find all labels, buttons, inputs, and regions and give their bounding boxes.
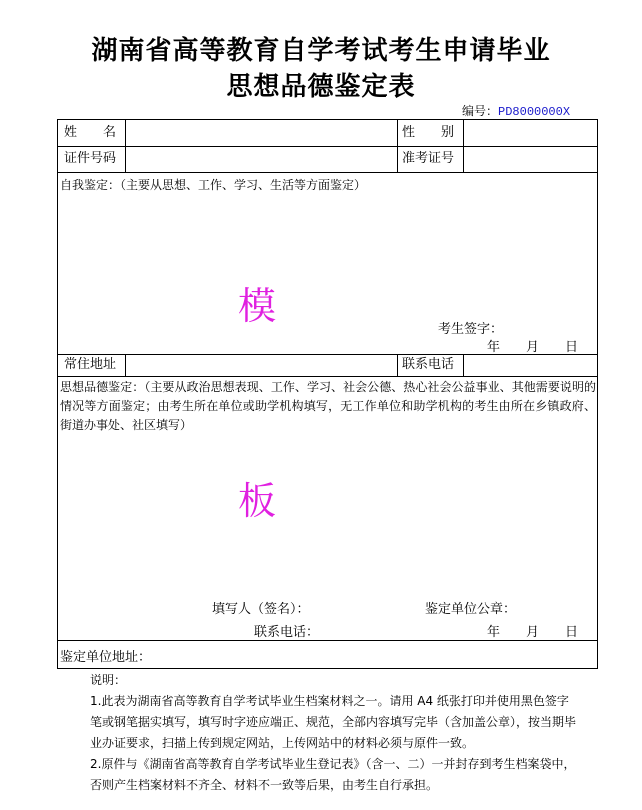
- note-item-2: 2.原件与《湖南省高等教育自学考试毕业生登记表》（含一、二）一并封存到考生档案袋中，否则产生档案材料不齐全、材料不一致等后果，由考生自行承担。: [90, 757, 576, 792]
- exam-number-label: 准考证号: [402, 151, 455, 166]
- unit-seal-label: 鉴定单位公章：: [425, 602, 517, 617]
- form-title-line1: 湖南省高等教育自学考试考生申请毕业: [91, 36, 551, 66]
- name-label: 姓 名: [64, 125, 117, 140]
- serial-value: PD8000000X: [498, 105, 571, 119]
- id-number-label: 证件号码: [64, 151, 117, 166]
- self-eval-date: 年 月 日: [487, 340, 579, 355]
- gender-label: 性 别: [402, 125, 455, 140]
- address-field[interactable]: [127, 356, 395, 375]
- exam-number-field[interactable]: [465, 148, 595, 171]
- phone-field[interactable]: [465, 356, 595, 375]
- moral-phone-label: 联系电话：: [254, 625, 320, 640]
- id-number-field[interactable]: [127, 148, 395, 171]
- phone-label: 联系电话: [402, 357, 455, 372]
- moral-eval-date: 年 月 日: [487, 625, 579, 640]
- serial-number: [462, 102, 570, 119]
- form-title-line2: 思想品德鉴定表: [226, 72, 416, 102]
- watermark-1: 模: [238, 284, 277, 328]
- filler-signature-label: 填写人（签名）：: [212, 602, 310, 617]
- watermark-2: 板: [238, 479, 277, 523]
- note-item-1: 1.此表为湖南省高等教育自学考试毕业生档案材料之一。请用 A4 纸张打印并使用黑色签字笔或钢笔据实填写，填写时字迹应端正、规范，全部内容填写完毕（含加盖公章），按当期毕业办证要求，扫描上传到规定网站，上传网站中的材料必须与原件一致。: [90, 694, 577, 750]
- self-signature-label: 考生签字：: [438, 322, 504, 337]
- notes-heading: 说明：: [90, 673, 127, 687]
- unit-address-label: 鉴定单位地址：: [60, 650, 152, 665]
- name-field[interactable]: [127, 121, 395, 145]
- serial-label: 编号：: [462, 104, 499, 118]
- gender-field[interactable]: [465, 121, 595, 145]
- moral-eval-label: 思想品德鉴定：（主要从政治思想表现、工作、学习、社会公德、热心社会公益事业、其他需要说明的情况等方面鉴定；由考生所在单位或助学机构填写，无工作单位和助学机构的考生由所在乡镇政府、街道办事处、社区填写）: [60, 380, 596, 432]
- address-label: 常住地址: [64, 357, 117, 372]
- self-eval-label: 自我鉴定：（主要从思想、工作、学习、生活等方面鉴定）: [60, 178, 367, 192]
